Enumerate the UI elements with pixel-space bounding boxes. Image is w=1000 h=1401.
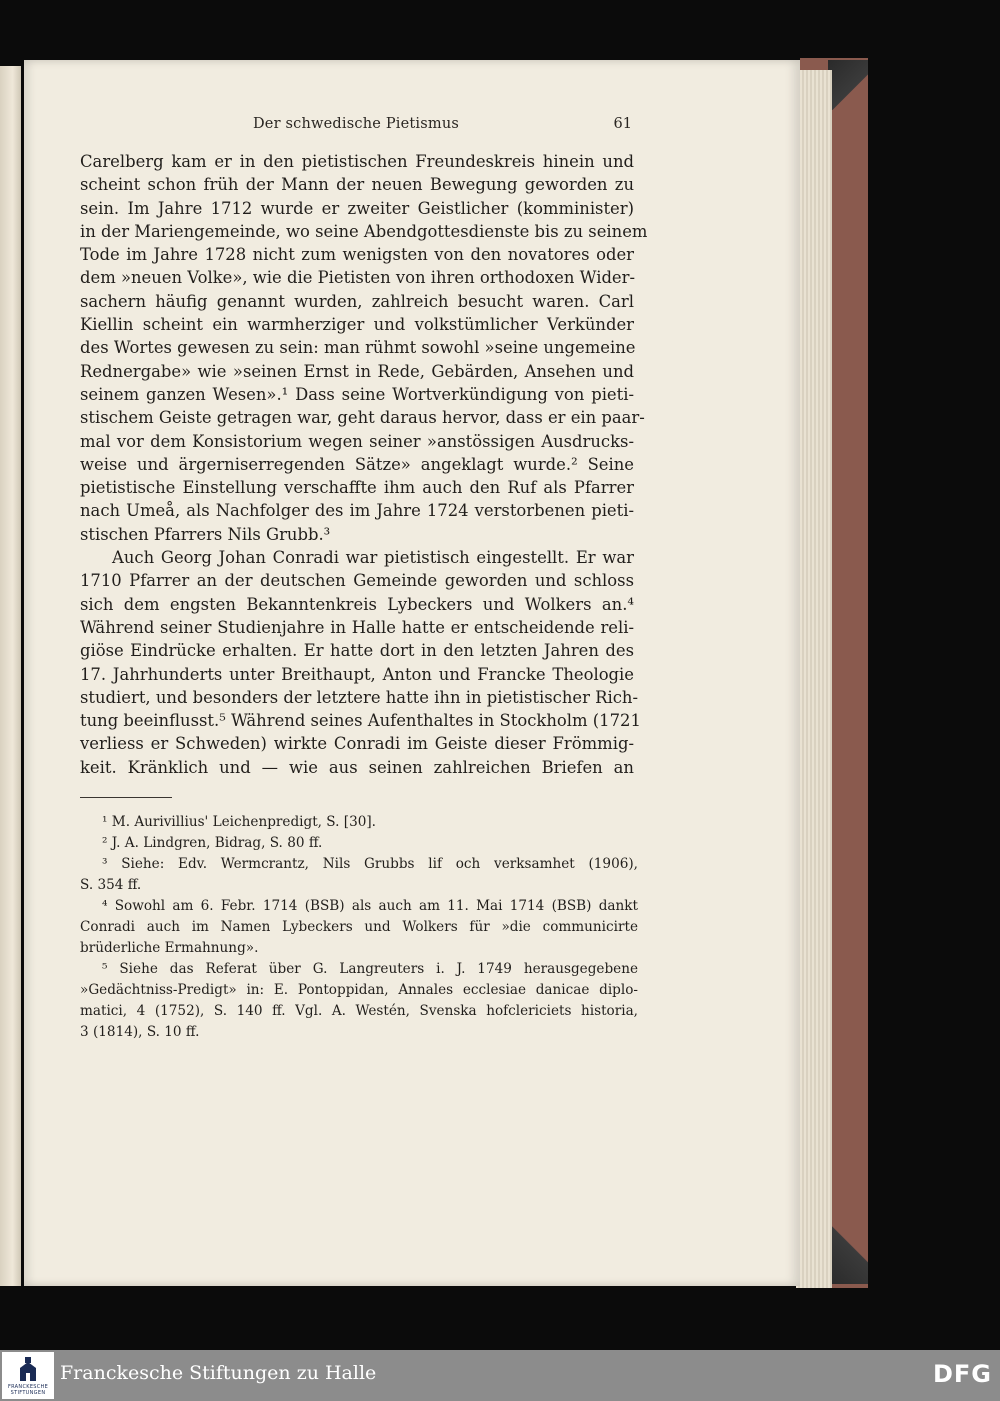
footnote-line: brüderliche Ermahnung». (80, 940, 259, 956)
body-line: seinem ganzen Wesen».¹ Dass seine Wortverkündigung von pieti- (80, 384, 634, 404)
running-title: Der schwedische Pietismus (252, 116, 460, 132)
body-line: nach Umeå, als Nachfolger des im Jahre 1724 verstorbenen pieti- (80, 501, 634, 521)
cover-corner-top (828, 60, 868, 110)
footnote-line: »Gedächtniss-Predigt» in: E. Pontoppidan, Annales ecclesiae danicae diplo- (80, 982, 638, 998)
body-line: Kiellin scheint ein warmherziger und volkstümlicher Verkünder (80, 315, 634, 335)
body-line: sein. Im Jahre 1712 wurde er zweiter Geistlicher (komminister) (80, 198, 634, 218)
institution-building-icon (17, 1357, 39, 1383)
body-line: dem »neuen Volke», wie die Pietisten von ihren orthodoxen Wider- (80, 268, 636, 288)
body-line: mal vor dem Konsistorium wegen seiner »anstössigen Ausdrucks- (80, 431, 634, 451)
body-line: sich dem engsten Bekanntenkreis Lybeckers und Wolkers an.⁴ (80, 594, 634, 614)
body-line: 17. Jahrhunderts unter Breithaupt, Anton und Francke Theologie (80, 664, 634, 684)
body-line: studiert, und besonders der letztere hatte ihn in pietistischer Rich- (80, 687, 638, 707)
dfg-logo[interactable]: DFG (932, 1360, 992, 1388)
footnote-line: ³ Siehe: Edv. Wermcrantz, Nils Grubbs lif och verksamhet (1906), (102, 856, 638, 872)
body-line: in der Mariengemeinde, wo seine Abendgottesdienste bis zu seinem (80, 221, 648, 241)
body-text (80, 150, 648, 779)
footnote-line: matici, 4 (1752), S. 140 ff. Vgl. A. Westén, Svenska hofclericiets historia, (80, 1003, 638, 1019)
running-head (80, 116, 632, 136)
body-line: weise und ärgerniserregenden Sätze» angeklagt wurde.² Seine (80, 454, 634, 474)
body-line: stischem Geiste getragen war, geht daraus hervor, dass er ein paar- (80, 408, 645, 428)
footnote-line: S. 354 ff. (80, 877, 142, 893)
page-edges (796, 70, 832, 1288)
institution-name[interactable]: Franckesche Stiftungen zu Halle (60, 1362, 377, 1384)
body-line: pietistische Einstellung verschaffte ihm auch den Ruf als Pfarrer (80, 478, 634, 498)
body-line: scheint schon früh der Mann der neuen Bewegung geworden zu (80, 175, 634, 195)
body-line: Tode im Jahre 1728 nicht zum wenigsten von den novatores oder (80, 245, 634, 265)
body-line: tung beeinflusst.⁵ Während seines Aufenthaltes in Stockholm (1721 (80, 711, 641, 731)
viewer-footer (0, 1350, 1000, 1401)
footnote-line: ² J. A. Lindgren, Bidrag, S. 80 ff. (102, 835, 323, 851)
body-line: stischen Pfarrers Nils Grubb.³ (80, 524, 331, 544)
logo-text: FRANCKESCHE STIFTUNGEN (7, 1384, 49, 1396)
page-number: 61 (613, 116, 632, 132)
footnote-line: 3 (1814), S. 10 ff. (80, 1024, 200, 1040)
footnote-line: ⁵ Siehe das Referat über G. Langreuters i. J. 1749 herausgegebene (102, 961, 638, 977)
left-page-edge (0, 66, 21, 1286)
footnote-line: ¹ M. Aurivillius' Leichenpredigt, S. [30]. (102, 814, 376, 830)
body-line: sachern häufig genannt wurden, zahlreich besucht waren. Carl (80, 291, 634, 311)
body-line: giöse Eindrücke erhalten. Er hatte dort in den letzten Jahren des (80, 641, 634, 661)
footnotes (80, 812, 638, 1043)
body-line: keit. Kränklich und — wie aus seinen zahlreichen Briefen an (80, 757, 634, 777)
body-line: verliess er Schweden) wirkte Conradi im Geiste dieser Frömmig- (80, 734, 634, 754)
body-line: Rednergabe» wie »seinen Ernst in Rede, Gebärden, Ansehen und (80, 361, 634, 381)
body-line: Während seiner Studienjahre in Halle hatte er entscheidende reli- (80, 617, 634, 637)
body-line: des Wortes gewesen zu sein: man rühmt sowohl »seine ungemeine (80, 338, 636, 358)
franckesche-logo[interactable] (2, 1352, 54, 1399)
body-line: 1710 Pfarrer an der deutschen Gemeinde geworden und schloss (80, 571, 634, 591)
footnote-rule (80, 797, 172, 798)
body-line: Auch Georg Johan Conradi war pietistisch eingestellt. Er war (112, 548, 634, 568)
cover-corner-bottom (828, 1222, 868, 1284)
footnote-line: ⁴ Sowohl am 6. Febr. 1714 (BSB) als auch am 11. Mai 1714 (BSB) dankt (102, 898, 638, 914)
footnote-line: Conradi auch im Namen Lybeckers und Wolkers für »die communicirte (80, 919, 638, 935)
body-line: Carelberg kam er in den pietistischen Freundeskreis hinein und (80, 152, 634, 171)
